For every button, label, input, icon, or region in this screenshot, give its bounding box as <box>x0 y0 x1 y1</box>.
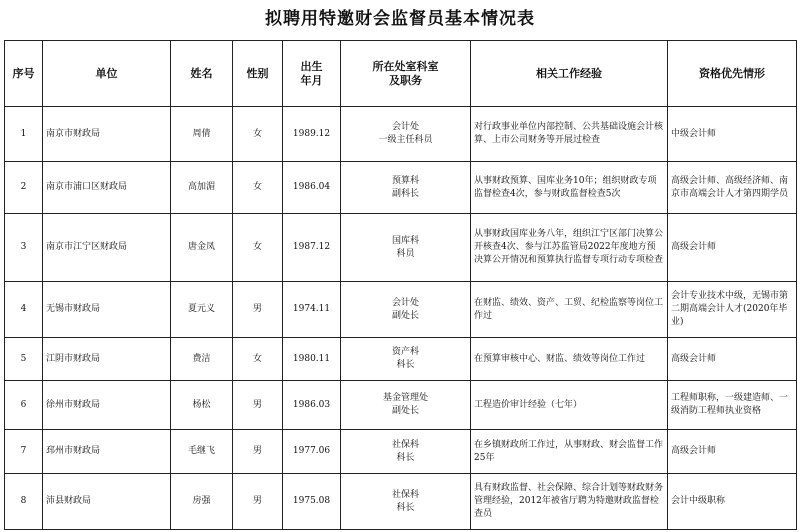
cell-dept: 会计处 一级主任科员 <box>341 107 471 162</box>
cell-name: 唐金凤 <box>171 214 233 282</box>
cell-name: 毛继飞 <box>171 430 233 474</box>
cell-gender: 女 <box>233 214 283 282</box>
cell-experience: 在预算审核中心、财监、绩效等岗位工作过 <box>471 338 668 381</box>
cell-no: 7 <box>5 430 43 474</box>
page-title: 拟聘用特邀财会监督员基本情况表 <box>265 9 535 29</box>
cell-unit: 无锡市财政局 <box>43 282 171 338</box>
cell-unit: 邳州市财政局 <box>43 430 171 474</box>
cell-experience: 对行政事业单位内部控制、公共基础设施会计核算、上市公司财务等开展过检查 <box>471 107 668 162</box>
cell-dept: 国库科 科员 <box>341 214 471 282</box>
cell-dept: 资产科 科长 <box>341 338 471 381</box>
table-row <box>5 162 797 214</box>
cell-unit: 南京市浦口区财政局 <box>43 162 171 214</box>
cell-name: 杨松 <box>171 381 233 430</box>
cell-birth: 1980.11 <box>283 338 341 381</box>
header-no: 序号 <box>5 41 43 107</box>
table-row <box>5 381 797 430</box>
header-unit: 单位 <box>43 41 171 107</box>
cell-name: 周倩 <box>171 107 233 162</box>
cell-unit: 南京市财政局 <box>43 107 171 162</box>
cell-qualification: 高级会计师 <box>668 338 797 381</box>
cell-unit: 江阴市财政局 <box>43 338 171 381</box>
cell-no: 6 <box>5 381 43 430</box>
cell-qualification: 高级会计师 <box>668 430 797 474</box>
header-qualification: 资格优先情形 <box>668 41 797 107</box>
cell-no: 2 <box>5 162 43 214</box>
cell-no: 8 <box>5 474 43 530</box>
cell-birth: 1986.03 <box>283 381 341 430</box>
cell-qualification: 中级会计师 <box>668 107 797 162</box>
cell-qualification: 高级会计师 <box>668 214 797 282</box>
cell-experience: 在乡镇财政所工作过，从事财政、财会监督工作25年 <box>471 430 668 474</box>
cell-qualification: 会计专业技术中级，无锡市第二期高端会计人才(2020年毕业) <box>668 282 797 338</box>
cell-gender: 女 <box>233 338 283 381</box>
cell-gender: 男 <box>233 381 283 430</box>
cell-birth: 1974.11 <box>283 282 341 338</box>
header-row <box>5 41 797 107</box>
cell-name: 夏元义 <box>171 282 233 338</box>
cell-gender: 女 <box>233 162 283 214</box>
cell-name: 费洁 <box>171 338 233 381</box>
cell-gender: 男 <box>233 282 283 338</box>
cell-no: 3 <box>5 214 43 282</box>
table-row <box>5 282 797 338</box>
cell-gender: 男 <box>233 430 283 474</box>
header-gender: 性别 <box>233 41 283 107</box>
table-row <box>5 430 797 474</box>
cell-experience: 工程造价审计经验（七年） <box>471 381 668 430</box>
cell-dept: 基金管理处 副处长 <box>341 381 471 430</box>
cell-dept: 社保科 科长 <box>341 430 471 474</box>
cell-birth: 1977.06 <box>283 430 341 474</box>
cell-name: 高加湄 <box>171 162 233 214</box>
cell-birth: 1986.04 <box>283 162 341 214</box>
table-row <box>5 474 797 530</box>
header-birth: 出生 年月 <box>283 41 341 107</box>
cell-no: 4 <box>5 282 43 338</box>
cell-qualification: 工程师职称，一级建造师、一级消防工程师执业资格 <box>668 381 797 430</box>
cell-gender: 女 <box>233 107 283 162</box>
cell-experience: 在财监、绩效、资产、工贸、纪检监察等岗位工作过 <box>471 282 668 338</box>
cell-name: 房强 <box>171 474 233 530</box>
cell-unit: 沛县财政局 <box>43 474 171 530</box>
cell-dept: 社保科 科长 <box>341 474 471 530</box>
cell-no: 5 <box>5 338 43 381</box>
cell-unit: 南京市江宁区财政局 <box>43 214 171 282</box>
cell-dept: 预算科 副科长 <box>341 162 471 214</box>
cell-birth: 1975.08 <box>283 474 341 530</box>
header-name: 姓名 <box>171 41 233 107</box>
cell-experience: 具有财政监督、社会保障、综合计划等财政财务管理经验，2012年被省厅聘为特邀财政监督检查员 <box>471 474 668 530</box>
table-row <box>5 338 797 381</box>
table-row <box>5 214 797 282</box>
info-table <box>4 40 797 530</box>
cell-qualification: 高级会计师、高级经济师、南京市高端会计人才第四期学员 <box>668 162 797 214</box>
header-dept: 所在处室科室 及职务 <box>341 41 471 107</box>
cell-no: 1 <box>5 107 43 162</box>
cell-unit: 徐州市财政局 <box>43 381 171 430</box>
header-experience: 相关工作经验 <box>471 41 668 107</box>
cell-gender: 男 <box>233 474 283 530</box>
cell-birth: 1987.12 <box>283 214 341 282</box>
cell-experience: 从事财政预算、国库业务10年；组织财政专项监督检查4次，参与财政监督检查5次 <box>471 162 668 214</box>
cell-qualification: 会计中级职称 <box>668 474 797 530</box>
table-row <box>5 107 797 162</box>
cell-birth: 1989.12 <box>283 107 341 162</box>
cell-experience: 从事财政国库业务八年，组织江宁区部门决算公开核查4次、参与江苏监管局2022年度地方预决算公开情况和预算执行监督专项行动专项检查 <box>471 214 668 282</box>
cell-dept: 会计处 副处长 <box>341 282 471 338</box>
